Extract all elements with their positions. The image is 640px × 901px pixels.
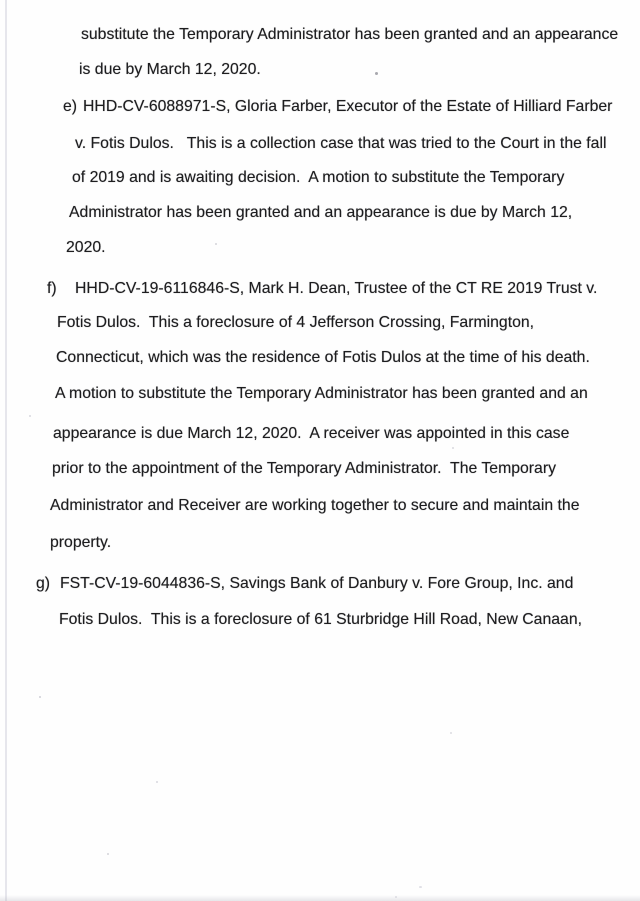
line-text: Fotis Dulos. This a foreclosure of 4 Jefferson Crossing, Farmington,	[57, 314, 535, 331]
doc-line	[81, 26, 618, 45]
doc-line-item-g	[36, 575, 574, 594]
line-text: property.	[50, 534, 112, 551]
doc-line-item-e	[63, 98, 613, 117]
page-bottom-scan-shade	[0, 895, 640, 901]
doc-line	[57, 314, 534, 333]
doc-line	[50, 534, 111, 553]
scan-speck	[419, 886, 422, 888]
scan-speck	[29, 415, 31, 417]
doc-line	[56, 349, 590, 368]
line-text: substitute the Temporary Administrator has been granted and an appearance	[81, 26, 619, 43]
line-text: of 2019 and is awaiting decision. A motion to substitute the Temporary	[72, 169, 565, 186]
line-text: is due by March 12, 2020.	[79, 61, 261, 78]
doc-line	[59, 611, 582, 630]
doc-line	[75, 135, 606, 154]
scan-speck	[450, 732, 452, 734]
doc-line	[53, 425, 569, 444]
scan-speck	[375, 72, 378, 75]
doc-line	[55, 385, 588, 404]
scan-speck	[452, 447, 454, 449]
line-text: v. Fotis Dulos. This is a collection case that was tried to the Court in the fall	[75, 135, 607, 152]
scan-speck	[215, 243, 217, 245]
doc-line	[50, 497, 579, 516]
line-text: Administrator and Receiver are working together to secure and maintain the	[50, 497, 580, 514]
doc-line	[66, 239, 106, 258]
line-text: FST-CV-19-6044836-S, Savings Bank of Danbury v. Fore Group, Inc. and	[60, 575, 574, 592]
doc-line	[72, 169, 564, 188]
line-text: Administrator has been granted and an appearance is due by March 12,	[69, 204, 573, 221]
doc-line	[79, 61, 261, 80]
line-text: A motion to substitute the Temporary Administrator has been granted and an	[55, 385, 588, 402]
scan-speck	[39, 696, 41, 698]
line-text: Connecticut, which was the residence of Fotis Dulos at the time of his death.	[56, 349, 590, 366]
line-text: appearance is due March 12, 2020. A receiver was appointed in this case	[53, 425, 570, 442]
line-text: 2020.	[66, 239, 106, 256]
line-text: HHD-CV-6088971-S, Gloria Farber, Executor of the Estate of Hilliard Farber	[83, 98, 613, 115]
doc-line-item-f	[47, 280, 598, 299]
doc-line	[69, 204, 572, 223]
scan-speck	[156, 781, 158, 783]
line-text: prior to the appointment of the Temporary Administrator. The Temporary	[52, 460, 557, 477]
list-marker-e: e)	[63, 98, 78, 115]
list-marker-f: f)	[47, 280, 57, 297]
scan-speck	[107, 853, 109, 855]
list-marker-g: g)	[36, 575, 51, 592]
line-text: HHD-CV-19-6116846-S, Mark H. Dean, Trustee of the CT RE 2019 Trust v.	[75, 280, 598, 297]
doc-line	[52, 460, 556, 479]
line-text: Fotis Dulos. This is a foreclosure of 61 Sturbridge Hill Road, New Canaan,	[59, 611, 583, 628]
page-left-edge-line	[5, 0, 7, 901]
